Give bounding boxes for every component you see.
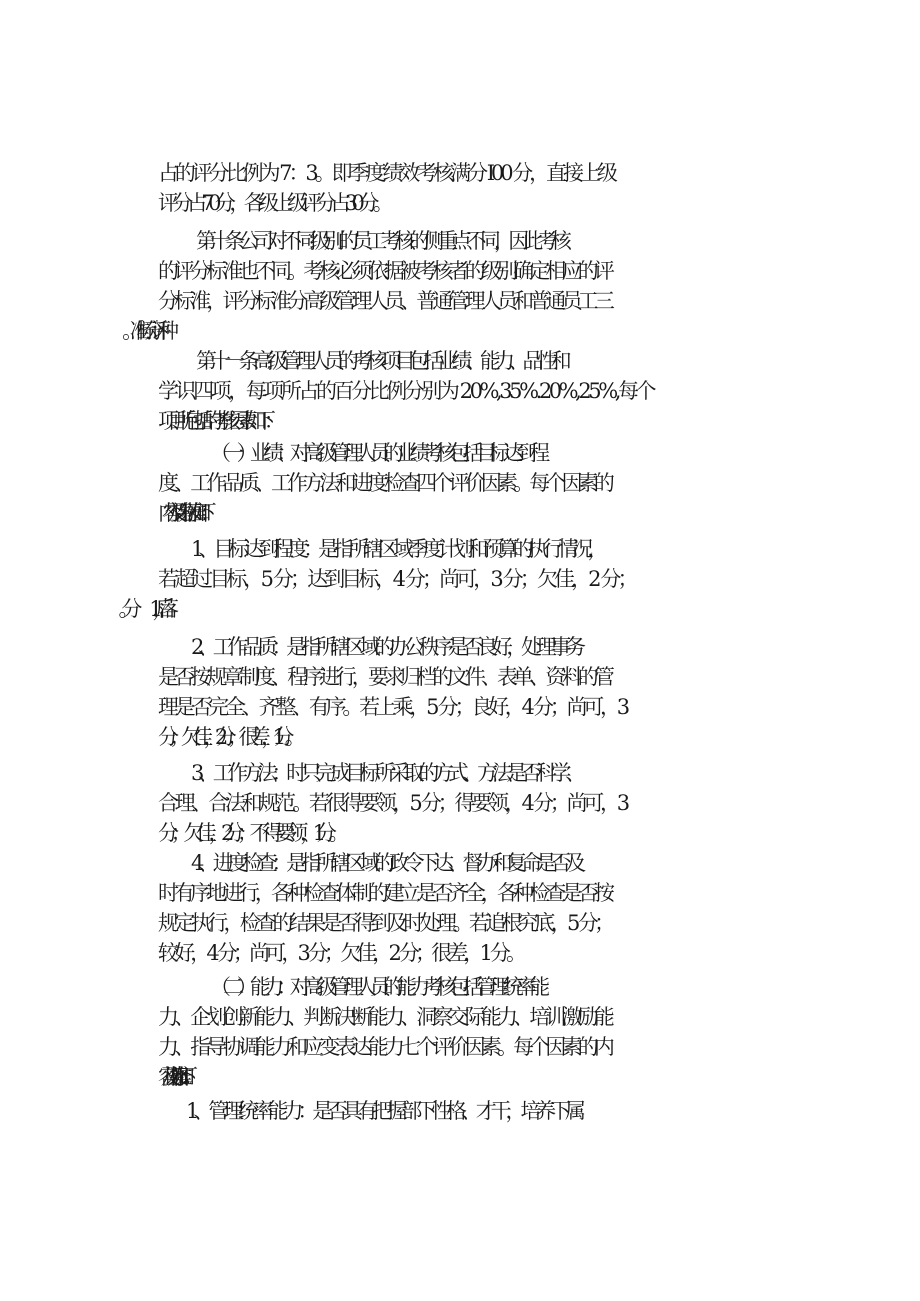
text-line: 规定执行，检查的结果是否得到及时处理。若追根究底，5 分； [158,911,611,935]
text-line: 分；欠佳，2 分；不得要领，1 分。 [158,821,342,845]
text-line: 理是否完全、齐整、有序。若上乘，5 分；良好，4 分；尚可，3 [158,695,626,719]
text-line: （一）业绩：对高级管理人员的业绩考核包括目标达到程 [210,441,543,465]
text-line: 项目所包括的考核因素如下： [158,409,273,433]
text-line: 分标准，评分标准分高级管理人员、普通管理人员和普通员工三 [158,289,610,313]
text-line: 第十条公司对不同级别的员工考核的侧重点不同，因此考核 [196,229,565,253]
text-line: 是否按规章制度、程序进行，要求归档的文件、表单、资料的管 [158,665,610,689]
text-line: 1、管理统率能力：是否具有把握部下性格、才干，培养下属 [186,1099,580,1123]
text-line: 若超过目标，5 分；达到目标，4 分；尚可，3 分；欠佳，2 分； [158,567,635,591]
text-line: 时有序地进行，各种检查体制的建立是否齐全，各种检查是否按 [158,881,610,905]
text-line: 学识四项，每项所占的百分比例分别为 20%,35%.20%,25%,每个 [158,379,654,403]
text-line [158,316,920,346]
text-line: 较好，4 分；尚可，3 分；欠佳，2 分；很差，1 分。 [158,941,523,965]
text-line: 的评分标准也不同。考核必须依据被考核者的级别确定相应的评 [158,259,610,283]
text-line: 内容及评分标准如下： [158,501,205,525]
text-line: 第十一条高级管理人员的考核项目包括业绩、能力、品性和 [196,349,565,373]
text-line: 力、指导协调能力和应变表达能力七个评价因素。每个因素的内 [158,1035,610,1059]
text-line: 1、目标达到程度：是指所辖区域季度计划和预算的执行情况， [191,537,603,561]
text-line: 3、工作方法：时只完成目标所采取的方式、方法是否科学、 [191,761,580,785]
text-line: 评分占 70 分，各级上级评分占 30 分。 [158,191,388,215]
text-line: 力、企划创新能力、判断决断能力、洞察交际能力、培训激励能 [158,1005,610,1029]
text-line: 容及评分标准如下： [158,1065,183,1089]
text-line: 2、工作品质：是指所辖区域的办公秩序是否良好，处理事务 [191,635,580,659]
text-line [158,594,920,624]
text-line: 占的评分比例为 7：3。即季度绩效考核满分 I00 分，直接上级 [158,161,614,185]
text-line: 分；欠佳，2 分；很差，1 分。 [158,725,297,749]
text-line: 4、进度检查：是指所辖区域的政令下达、督办和复命是否及 [191,851,580,875]
text-line: 合理、合法和规范。若很得要领，5 分；得要领，4 分；尚可，3 [158,791,626,815]
text-line: 度、工作品质、工作方法和进度检查四个评价因素。每个因素的 [158,471,610,495]
text-line: （二）能力：对高级管理人员的能力考核包括管理统率能 [210,975,543,999]
